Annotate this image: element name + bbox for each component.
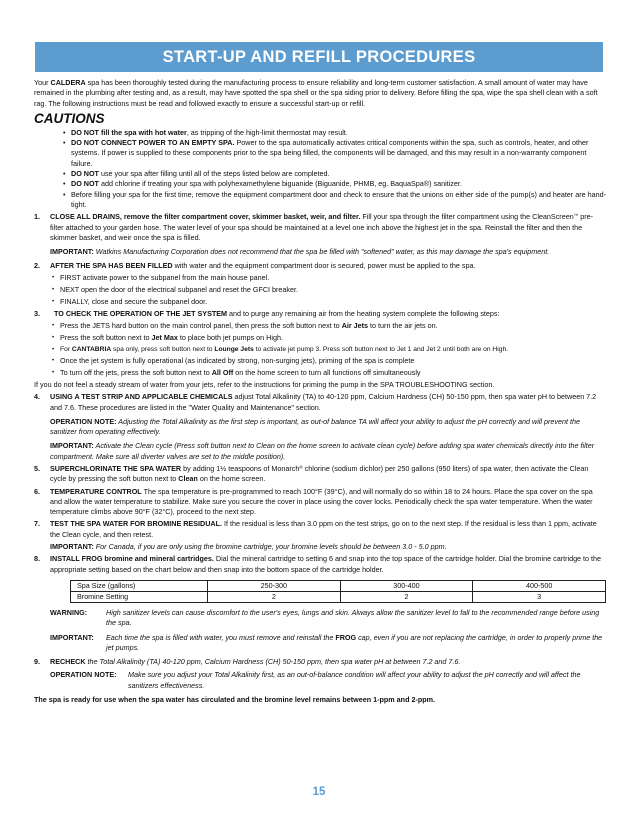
- substep-item: • NEXT open the door of the electrical subpanel and reset the GFCI breaker.: [50, 285, 606, 295]
- table-cell: 2: [208, 591, 341, 602]
- substep-item: • Press the soft button next to Jet Max to place both jet pumps on High.: [50, 333, 606, 343]
- caution-item: • DO NOT use your spa after filling until all of the steps listed below are completed.: [34, 169, 606, 179]
- intro-paragraph: [34, 78, 606, 109]
- ready-statement: The spa is ready for use when the spa water has circulated and the bromine level remains between 1-ppm and 2-ppm.: [34, 695, 436, 705]
- substep-item: • Once the jet system is fully operational (as indicated by strong, non-surging jets), priming of the spa is complete: [50, 356, 606, 366]
- table-cell: 400-500: [473, 580, 606, 591]
- step-number: 6.: [34, 486, 40, 496]
- step-number: 5.: [34, 464, 40, 473]
- table-row: [71, 591, 606, 602]
- bromine-setting-table: [70, 580, 606, 603]
- page-title-banner: START-UP AND REFILL PROCEDURES: [35, 42, 603, 72]
- step-4-important-note: IMPORTANT: Activate the Clean cycle (Press soft button next to Clean on the home screen to activate clean cycle) before adding spa water chemicals directly into the filter compartment. Make sure all diverter valves are set to the middle position).: [50, 441, 595, 461]
- document-body: [34, 78, 606, 705]
- step-number: 7.: [34, 519, 40, 529]
- step-number: 9.: [34, 657, 40, 667]
- step-3-substeps: [50, 321, 606, 378]
- step-2-substeps: [50, 273, 606, 307]
- intro-text: spa has been thoroughly tested during the manufacturing process to ensure reliability and long-term customer satisfaction. A small amount of water may have remained in the plumbing after testing and, as a result, may have spotted the spa shell or the spa siding prior to delivery. Before filling the spa, wipe the spa shell clean with a soft rag. The following instructions must be read and followed exactly to ensure a successful start-up or refill.: [34, 78, 598, 108]
- cautions-list: [34, 128, 606, 210]
- table-row: [71, 580, 606, 591]
- cautions-heading: CAUTIONS: [34, 110, 105, 126]
- caution-item: • DO NOT CONNECT POWER TO AN EMPTY SPA. Power to the spa automatically activates critical components within the spa, such as controls, heater, and other systems. If power is supplied to these components prior to the spa being filled, the components will be damaged, and this may result in a non-warranty component failure.: [34, 138, 606, 169]
- table-cell: 2: [340, 591, 473, 602]
- caution-item: • DO NOT fill the spa with hot water, as tripping of the high-limit thermostat may result.: [34, 128, 606, 138]
- step-number: 4.: [34, 392, 40, 402]
- step-8: 8. INSTALL FROG bromine and mineral cartridges. Dial the mineral cartridge to setting 6 and snap into the top space of the cartridge holder. Dial the bromine cartridge to the appropriate setting based on the chart below and then snap into the bottom space of the cartridge holder. Spa Size (gallons) 250-300 300-400 400-500 Bromine Setting 2 2 3: [34, 554, 606, 603]
- step-number: 1.: [34, 212, 40, 222]
- substep-item: • For CANTABRIA spa only, press soft button next to Lounge Jets to activate jet pump 3. Press soft button next to Jet 1 and Jet 2 until both are on High.: [50, 345, 606, 355]
- table-cell: Bromine Setting: [71, 591, 208, 602]
- table-cell: 300-400: [340, 580, 473, 591]
- caution-item: • DO NOT add chlorine if treating your spa with polyhexamethylene biguanide (Biguanide, PHMB, eg. BaquaSpa®) sanitizer.: [34, 179, 606, 189]
- substep-item: • To turn off the jets, press the soft button next to All Off on the home screen to turn all functions off simultaneously: [50, 368, 606, 378]
- step-9-operation-note: OPERATION NOTE: Make sure you adjust your Total Alkalinity first, as an out-of-balance condition will affect your ability to adjust the pH correctly and will affect the sanitizers effectiveness.: [50, 670, 581, 690]
- substep-item: • Press the JETS hard button on the main control panel, then press the soft button next to Air Jets to turn the air jets on.: [50, 321, 606, 331]
- step-8-important-note: IMPORTANT: Each time the spa is filled with water, you must remove and reinstall the FROG cap, even if you are not replacing the cartridge, in order to properly prime the jet pumps.: [50, 632, 603, 652]
- step-8-warning: WARNING: High sanitizer levels can cause discomfort to the user's eyes, lungs and skin. Always allow the sanitizer level to fall to the recommended range before using the spa.: [50, 607, 600, 628]
- step-number: 3.: [34, 309, 40, 319]
- step-7-important-note: IMPORTANT: For Canada, if you are only using the bromine cartridge, your bromine levels should be between 3.0 - 5.0 ppm.: [50, 542, 447, 552]
- step-6: 6. TEMPERATURE CONTROL The spa temperature is pre-programmed to reach 100°F (39°C), and will normally do so within 18 to 24 hours. Place the spa cover on the spa and allow the water temperature to stabilize. Make sure you secure the cover in place using the cover locks. Periodically check the spa water temperature. When the water temperature climbs above 90°F (32°C), proceed to the next step.: [34, 486, 593, 517]
- caution-item: • Before filling your spa for the first time, remove the equipment compartment door and check to ensure that the unions on either side of the pump(s) and heater are hand-tight.: [34, 190, 606, 211]
- step-1: 1. CLOSE ALL DRAINS, remove the filter compartment cover, skimmer basket, weir, and filter. Fill your spa through the filter compartment using the CleanScreen™ pre-filter attached to your garden hose. The water level of your spa should be maintained at a level one inch above the highest jet in the spa. Reinstall the filter and then the skimmer basket, and weir once the spa is filled. IMPORTANT: Watkins Manufacturing Corporation does not recommend that the spa be filled with "softened" water, as this may damage the spa's equipment.: [34, 212, 606, 257]
- brand-name: CALDERA: [50, 78, 86, 87]
- table-cell: 3: [473, 591, 606, 602]
- substep-item: • FINALLY, close and secure the subpanel door.: [50, 297, 606, 307]
- page-number: 15: [312, 786, 326, 798]
- step-4-operation-note: OPERATION NOTE: Adjusting the Total Alkalinity as the first step is important, as out-of balance TA will affect your ability to adjust the pH correctly and will prevent the sanitizer from operating effectively.: [50, 416, 580, 437]
- table-cell: Spa Size (gallons): [71, 580, 208, 591]
- step-3-troubleshoot-note: If you do not feel a steady stream of water from your jets, refer to the instructions for priming the pump in the SPA TROUBLESHOOTING section.: [34, 379, 495, 389]
- step-3: 3. TO CHECK THE OPERATION OF THE JET SYSTEM and to purge any remaining air from the heating system complete the following steps: • Press the JETS hard button on the main control panel, then press the soft button next to Air Jets to turn the air jets on. • Press the soft button next to Jet Max to place both jet pumps on High. • For CANTABRIA spa only, press soft button next to Lounge Jets to activate jet pump 3. Press soft button next to Jet 1 and Jet 2 until both are on High. • Once the jet system is fully operational (as indicated by strong, non-surging jets), priming of the spa is complete • To turn off the jets, press the soft button next to All Off on the home screen to turn all functions off simultaneously If you do not feel a steady stream of water from your jets, refer to the instructions for priming the pump in the SPA TROUBLESHOOTING section.: [34, 309, 606, 390]
- step-number: 2.: [34, 261, 40, 271]
- intro-lead: Your: [34, 78, 51, 87]
- step-1-important-note: IMPORTANT: Watkins Manufacturing Corporation does not recommend that the spa be filled with "softened" water, as this may damage the spa's equipment.: [50, 247, 550, 257]
- step-number: 8.: [34, 554, 40, 564]
- step-5: 5. SUPERCHLORINATE THE SPA WATER by adding 1½ teaspoons of Monarch® chlorine (sodium dichlor) per 250 gallons (950 liters) of spa water, then activate the Clean cycle by pressing the soft button next to Clean on the home screen.: [34, 464, 589, 484]
- table-cell: 250-300: [208, 580, 341, 591]
- step-7: 7. TEST THE SPA WATER FOR BROMINE RESIDUAL. If the residual is less than 3.0 ppm on the test strips, go on to the next step. If the residual is less than 1 ppm, activate the Clean cycle, and then retest. IMPORTANT: For Canada, if you are only using the bromine cartridge, your bromine levels should be between 3.0 - 5.0 ppm.: [34, 519, 606, 552]
- step-9: 9. RECHECK the Total Alkalinity (TA) 40-120 ppm, Calcium Hardness (CH) 50-150 ppm, then spa water pH at between 7.2 and 7.6.: [34, 657, 461, 667]
- step-2: 2. AFTER THE SPA HAS BEEN FILLED with water and the equipment compartment door is secured, power must be applied to the spa. • FIRST activate power to the subpanel from the main house panel. • NEXT open the door of the electrical subpanel and reset the GFCI breaker. • FINALLY, close and secure the subpanel door.: [34, 261, 606, 307]
- substep-item: • FIRST activate power to the subpanel from the main house panel.: [50, 273, 606, 283]
- step-4: 4. USING A TEST STRIP AND APPLICABLE CHEMICALS adjust Total Alkalinity (TA) to 40-120 ppm, Calcium Hardness (CH) 50-150 ppm, then spa water pH to between 7.2 and 7.6. These procedures are listed in the "Water Quality and Maintenance" section. OPERATION NOTE: Adjusting the Total Alkalinity as the first step is important, as out-of balance TA will affect your ability to adjust the pH correctly and will prevent the sanitizer from operating effectively. IMPORTANT: Activate the Clean cycle (Press soft button next to Clean on the home screen to activate clean cycle) before adding spa water chemicals directly into the filter compartment. Make sure all diverter valves are set to the middle position).: [34, 392, 606, 462]
